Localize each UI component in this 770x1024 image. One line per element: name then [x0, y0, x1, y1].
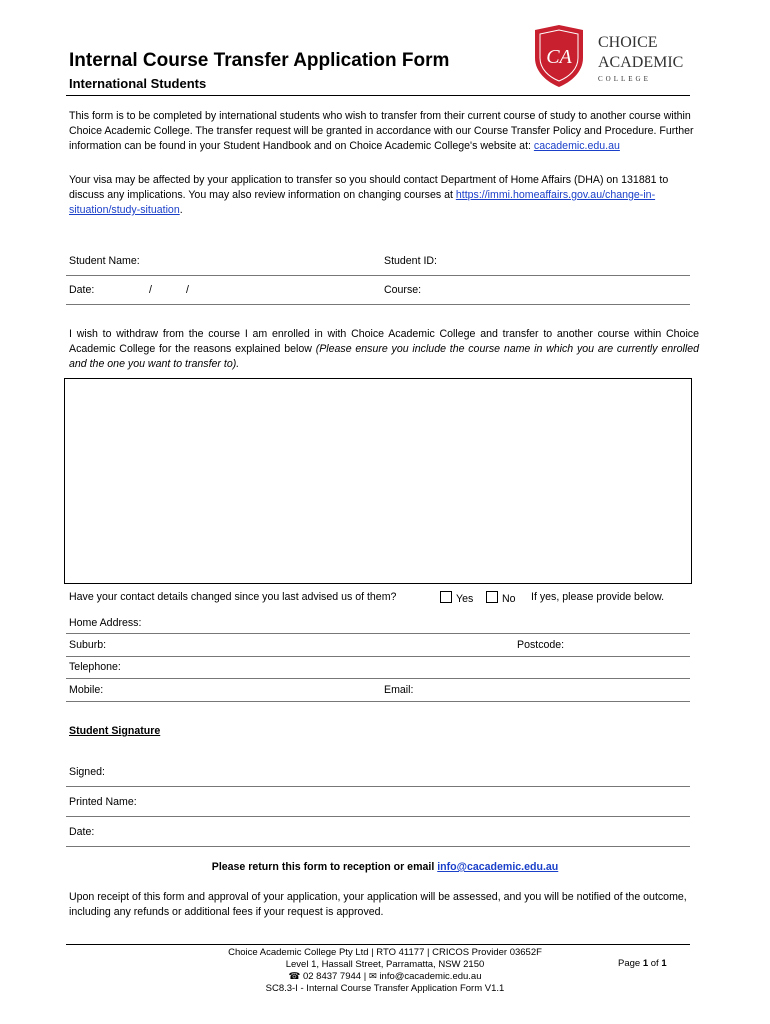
yes-checkbox[interactable] — [440, 591, 452, 603]
footer-line-2: Level 1, Hassall Street, Parramatta, NSW 2150 — [285, 959, 485, 970]
reasons-textbox[interactable] — [64, 378, 692, 584]
telephone-line[interactable] — [66, 678, 690, 679]
return-instruction — [0, 861, 770, 873]
outcome-paragraph: Upon receipt of this form and approval of your application, your application will be assessed, and you will be notified of the outcome, including any refunds or additional fees if your request is approved. — [69, 891, 687, 918]
student-id-label: Student ID: — [384, 255, 437, 267]
footer-line-4: SC8.3-I - Internal Course Transfer Application Form V1.1 — [265, 983, 505, 994]
page-current: 1 — [642, 958, 649, 969]
signature-heading: Student Signature — [69, 725, 161, 737]
no-checkbox[interactable] — [486, 591, 498, 603]
intro-text-2-end: . — [179, 204, 183, 216]
student-name-line[interactable] — [66, 275, 690, 276]
logo-name-line1: CHOICE — [598, 34, 658, 51]
footer-line-1: Choice Academic College Pty Ltd | RTO 41177 | CRICOS Provider 03652F — [228, 947, 542, 958]
printed-name-label: Printed Name: — [69, 796, 137, 808]
yes-label: Yes — [456, 593, 474, 605]
svg-text:CA: CA — [546, 46, 572, 68]
footer-phone: 02 8437 7944 | — [302, 971, 367, 982]
email-label: Email: — [384, 684, 414, 696]
envelope-icon: ✉ — [368, 971, 377, 982]
date-separator: / — [149, 284, 152, 296]
no-option[interactable] — [486, 591, 516, 605]
signature-date-line[interactable] — [66, 846, 690, 847]
course-label: Course: — [384, 284, 422, 296]
form-subtitle: International Students — [69, 76, 207, 91]
contact-changed-question: Have your contact details changed since you last advised us of them? — [69, 591, 397, 603]
immi-link[interactable]: https://immi.homeaffairs.gov.au/change-in-situation/study-situation — [69, 189, 656, 216]
mobile-line[interactable] — [66, 701, 690, 702]
signed-line[interactable] — [66, 786, 690, 787]
return-email-link[interactable]: info@cacademic.edu.au — [437, 861, 559, 873]
form-title: Internal Course Transfer Application Form — [69, 50, 450, 71]
page-of: of — [648, 958, 662, 969]
suburb-line[interactable] — [66, 656, 690, 657]
signed-label: Signed: — [69, 766, 105, 778]
phone-icon: ☎ — [288, 971, 301, 982]
home-address-line[interactable] — [66, 633, 690, 634]
page-total: 1 — [661, 958, 667, 969]
no-label: No — [502, 593, 516, 605]
withdraw-text: I wish to withdraw from the course I am enrolled in with Choice Academic College and transfer to another course within Choice Academic College for the reasons explained below — [69, 328, 699, 355]
header-divider — [66, 95, 690, 96]
postcode-label: Postcode: — [517, 639, 565, 651]
date-course-line[interactable] — [66, 304, 690, 305]
contact-note: If yes, please provide below. — [531, 591, 665, 603]
intro-paragraph-2 — [69, 173, 699, 218]
suburb-label: Suburb: — [69, 639, 107, 651]
date-separator: / — [186, 284, 189, 296]
logo-name-line2: ACADEMIC — [598, 54, 684, 71]
telephone-label: Telephone: — [69, 661, 121, 673]
footer-divider — [66, 944, 690, 945]
page-number — [618, 958, 667, 969]
intro-text-2: Your visa may be affected by your application to transfer so you should contact Department of Home Affairs (DHA) on 131881 to discuss any implications. You may also review information on changing courses at — [69, 174, 669, 201]
printed-name-line[interactable] — [66, 816, 690, 817]
logo-name-line3: COLLEGE — [598, 75, 651, 83]
mobile-label: Mobile: — [69, 684, 104, 696]
intro-paragraph-1 — [69, 109, 699, 154]
footer-line-3 — [150, 971, 620, 983]
website-link[interactable]: cacademic.edu.au — [533, 140, 620, 152]
withdraw-instruction: (Please ensure you include the course name in which you are currently enrolled and the one you want to transfer to). — [69, 343, 700, 370]
yes-option[interactable] — [440, 591, 473, 605]
page-prefix: Page — [618, 958, 643, 969]
shield-icon — [531, 24, 587, 88]
intro-text-1: This form is to be completed by international students who wish to transfer from their current course of study to another course within Choice Academic College. The transfer request will be granted in accordance with our Course Transfer Policy and Procedure. Further information can be found in your Student Handbook and on Choice Academic College's website at: — [69, 110, 694, 152]
withdraw-statement — [69, 327, 699, 372]
college-logo — [531, 24, 587, 93]
signature-date-label: Date: — [69, 826, 95, 838]
home-address-label: Home Address: — [69, 617, 142, 629]
student-name-label: Student Name: — [69, 255, 140, 267]
footer-email: info@cacademic.edu.au — [379, 971, 482, 982]
return-text: Please return this form to reception or email — [211, 861, 438, 873]
date-label: Date: — [69, 284, 95, 296]
